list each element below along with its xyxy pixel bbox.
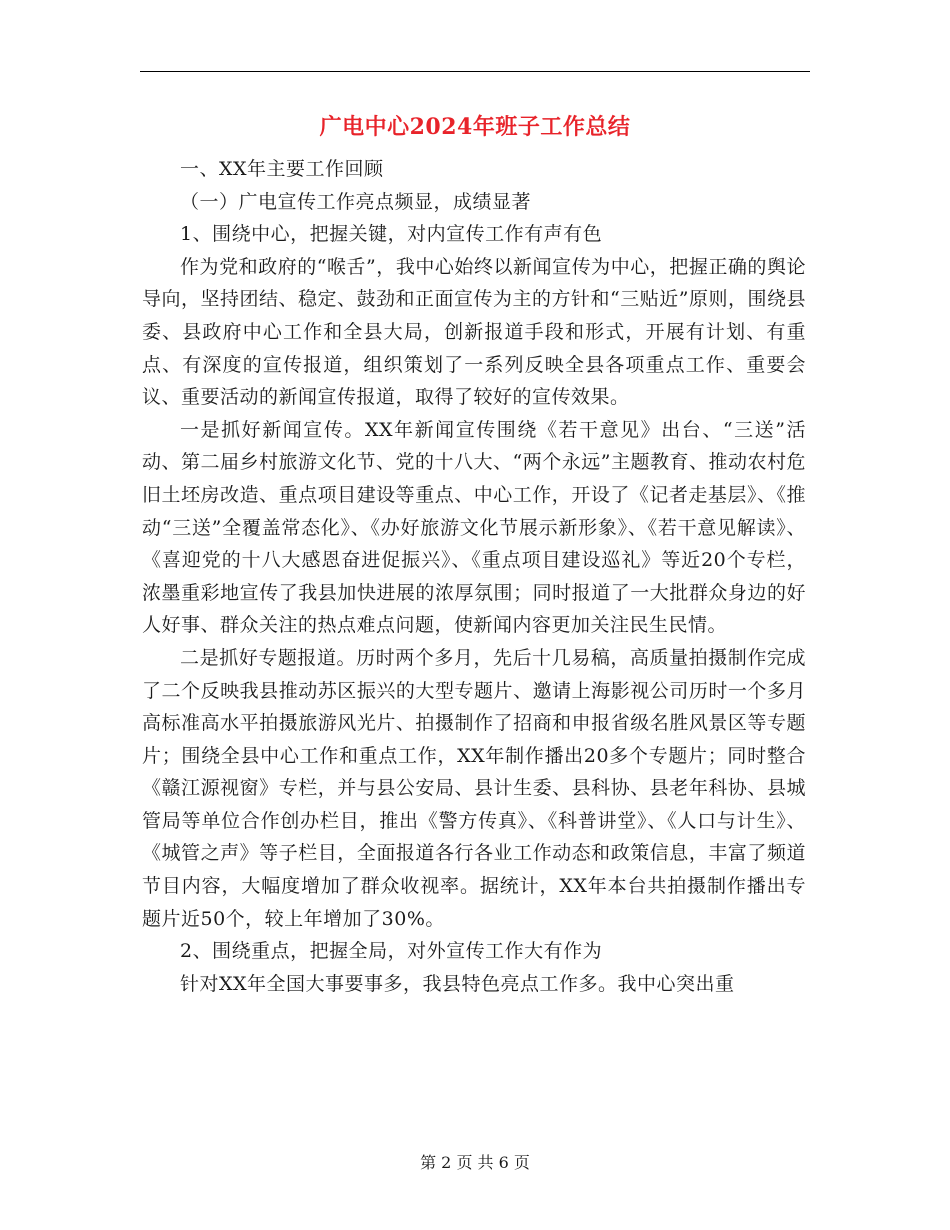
item-heading: 1、围绕中心，把握关键，对内宣传工作有声有色 xyxy=(180,223,603,246)
subsection-heading: （一）广电宣传工作亮点频显，成绩显著 xyxy=(180,190,532,213)
document-title: 广电中心2024年班子工作总结 xyxy=(319,114,631,140)
body-paragraph: 作为党和政府的“喉舌”，我中心始终以新闻宣传为中心，把握正确的舆论导向，坚持团结、稳定、鼓劲和正面宣传为主的方针和“三贴近”原则，围绕县委、县政府中心工作和全县大局，创新报道手段和形式，开展有计划、有重点、有深度的宣传报道，组织策划了一系列反映全县各项重点工作、重要会议、重要活动的新闻宣传报道，取得了较好的宣传效果。 xyxy=(142,255,806,409)
body-paragraph: 二是抓好专题报道。历时两个多月，先后十几易稿，高质量拍摄制作完成了二个反映我县推动苏区振兴的大型专题片、邀请上海影视公司历时一个多月高标准高水平拍摄旅游风光片、拍摄制作了招商和申报省级名胜风景区等专题片；围绕全县中心工作和重点工作，XX年制作播出20多个专题片；同时整合《赣江源视窗》专栏，并与县公安局、县计生委、县科协、县老年科协、县城管局等单位合作创办栏目，推出《警方传真》、《科普讲堂》、《人口与计生》、《城管之声》等子栏目，全面报道各行各业工作动态和政策信息，丰富了频道节目内容，大幅度增加了群众收视率。据统计，XX年本台共拍摄制作播出专题片近50个，较上年增加了30%。 xyxy=(142,646,806,930)
page-number-label: 第 2 页 共 6 页 xyxy=(420,1153,530,1172)
document-body xyxy=(142,153,806,1000)
header-rule xyxy=(140,71,810,72)
body-paragraph: 针对XX年全国大事要事多，我县特色亮点工作多。我中心突出重 xyxy=(180,972,735,995)
body-paragraph: 一是抓好新闻宣传。XX年新闻宣传围绕《若干意见》出台、“三送”活动、第二届乡村旅游文化节、党的十八大、“两个永远”主题教育、推动农村危旧土坯房改造、重点项目建设等重点、中心工作，开设了《记者走基层》、《推动“三送”全覆盖常态化》、《办好旅游文化节展示新形象》、《若干意见解读》、《喜迎党的十八大感恩奋进促振兴》、《重点项目建设巡礼》等近20个专栏，浓墨重彩地宣传了我县加快进展的浓厚氛围；同时报道了一大批群众身边的好人好事、群众关注的热点难点问题，使新闻内容更加关注民生民情。 xyxy=(142,418,806,637)
section-heading: 一、XX年主要工作回顾 xyxy=(180,158,384,180)
page-footer xyxy=(140,1151,810,1175)
item-heading: 2、围绕重点，把握全局，对外宣传工作大有作为 xyxy=(180,940,603,963)
